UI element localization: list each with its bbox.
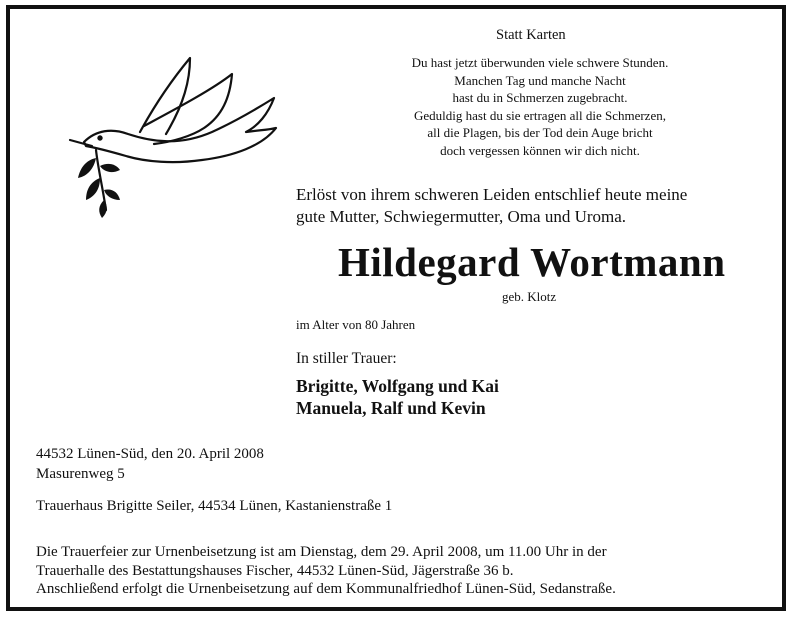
poem [320,54,760,159]
intro-line: gute Mutter, Schwiegermutter, Oma und Uroma. [296,207,627,226]
poem-line: hast du in Schmerzen zugebracht. [452,90,628,105]
birth-name: geb. Klotz [502,289,557,304]
poem-line: Geduldig hast du sie ertragen all die Schmerzen, [414,107,666,123]
address-block [36,444,264,484]
poem-line: Du hast jetzt überwunden viele schwere Stunden. [411,55,669,70]
poem-line: doch vergessen können wir dich nicht. [440,142,640,158]
funeral-line: Die Trauerfeier zur Urnenbeisetzung ist am Dienstag, dem 29. April 2008, um 11.00 Uhr in der [36,544,607,560]
funeral-info [36,543,616,599]
deceased-name: Hildegard Wortmann [338,239,726,285]
age-text: im Alter von 80 Jahren [296,317,416,332]
mourner-line: Manuela, Ralf und Kevin [296,398,486,418]
funeral-line: Trauerhalle des Bestattungshauses Fischer, 44532 Lünen-Süd, Jägerstraße 36 b. [36,562,514,579]
address-line: Masurenweg 5 [36,466,125,482]
trauerhaus-text: Trauerhaus Brigitte Seiler, 44534 Lünen, Kastanienstraße 1 [36,498,393,514]
address-line: 44532 Lünen-Süd, den 20. April 2008 [36,446,264,462]
mourning-label: In stiller Trauer: [296,350,397,367]
intro-text [296,184,687,228]
mourners-list [296,375,499,419]
poem-line: all die Plagen, bis der Tod dein Auge bricht [427,125,653,140]
mourner-line: Brigitte, Wolfgang und Kai [296,376,499,396]
dove-with-olive-branch-icon [62,50,282,225]
intro-line: Erlöst von ihrem schweren Leiden entschlief heute meine [296,185,688,204]
funeral-line: Anschließend erfolgt die Urnenbeisetzung auf dem Kommunalfriedhof Lünen-Süd, Sedanstraße. [36,581,616,597]
poem-line: Manchen Tag und manche Nacht [454,72,626,88]
statt-karten-label: Statt Karten [496,27,566,43]
